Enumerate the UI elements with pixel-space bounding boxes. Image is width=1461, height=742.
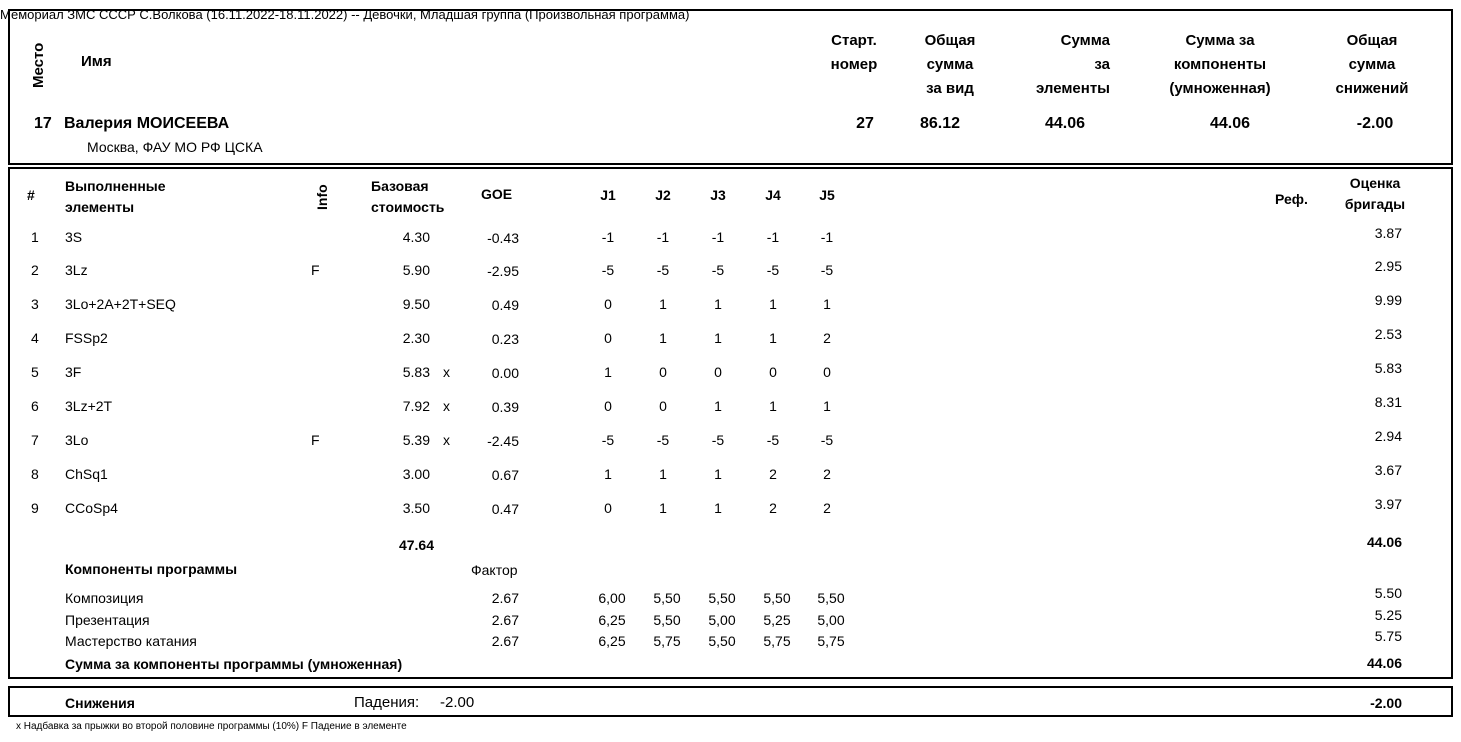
row-j3: 1 <box>714 398 722 414</box>
deductions-box <box>8 686 1453 717</box>
skater-components-score: 44.06 <box>1209 115 1251 132</box>
row-j5: 2 <box>823 330 831 346</box>
row-j1: -5 <box>601 432 615 448</box>
skater-club: Москва, ФАУ МО РФ ЦСКА <box>87 139 263 155</box>
row-j3: 1 <box>714 330 722 346</box>
component-j3: 5,00 <box>708 612 736 628</box>
row-j5: -5 <box>820 262 834 278</box>
row-j4: 2 <box>769 466 777 482</box>
skater-deductions: -2.00 <box>1356 115 1394 132</box>
row-num: 9 <box>31 500 39 516</box>
falls-label: Падения: <box>354 694 420 711</box>
row-goe: -0.43 <box>487 230 519 246</box>
row-j1: 0 <box>604 296 612 312</box>
row-score: 2.94 <box>1374 428 1402 444</box>
component-name: Композиция <box>65 590 144 606</box>
row-j4: -1 <box>766 229 780 245</box>
row-goe: -2.45 <box>487 433 519 449</box>
header-place: Место <box>30 42 47 88</box>
row-j4: -5 <box>766 262 780 278</box>
row-j4: -5 <box>766 432 780 448</box>
row-element: 3F <box>65 364 82 380</box>
row-j2: 1 <box>659 296 667 312</box>
footnote: x Надбавка за прыжки во второй половине программы (10%) F Падение в элементе <box>16 721 407 732</box>
header-name: Имя <box>81 53 112 70</box>
component-j5: 5,75 <box>817 633 845 649</box>
row-j5: 0 <box>823 364 831 380</box>
row-base: 5.39 <box>402 432 430 448</box>
deductions-total: -2.00 <box>1370 695 1402 711</box>
row-num: 2 <box>31 262 39 278</box>
row-j2: -5 <box>656 432 670 448</box>
row-score: 2.53 <box>1374 326 1402 342</box>
row-info: F <box>311 432 320 448</box>
row-j5: 2 <box>823 500 831 516</box>
row-j4: 2 <box>769 500 777 516</box>
row-num: 8 <box>31 466 39 482</box>
row-j1: 1 <box>604 364 612 380</box>
row-num: 5 <box>31 364 39 380</box>
row-j5: 1 <box>823 398 831 414</box>
row-element: FSSp2 <box>65 330 108 346</box>
header-total-score: Общая сумма за вид <box>924 32 976 97</box>
row-goe: 0.00 <box>491 365 519 381</box>
component-factor: 2.67 <box>491 612 519 628</box>
row-bonus: x <box>443 364 450 380</box>
row-base: 3.00 <box>402 466 430 482</box>
row-j2: -5 <box>656 262 670 278</box>
row-j1: 0 <box>604 398 612 414</box>
row-j1: 0 <box>604 500 612 516</box>
col-header-score: Оценка бригады <box>1344 175 1406 212</box>
row-goe: -2.95 <box>487 263 519 279</box>
row-num: 7 <box>31 432 39 448</box>
row-element: ChSq1 <box>65 466 108 482</box>
row-base: 5.83 <box>402 364 430 380</box>
row-j3: 1 <box>714 500 722 516</box>
component-score: 5.25 <box>1374 607 1402 623</box>
component-j1: 6,25 <box>598 612 626 628</box>
header-components-score: Сумма за компоненты (умноженная) <box>1169 32 1271 97</box>
row-j3: 1 <box>714 296 722 312</box>
row-base: 2.30 <box>402 330 430 346</box>
components-total-label: Сумма за компоненты программы (умноженная) <box>65 656 403 672</box>
component-j2: 5,75 <box>653 633 681 649</box>
row-num: 1 <box>31 229 39 245</box>
component-factor: 2.67 <box>491 590 519 606</box>
row-element: 3S <box>65 229 83 245</box>
row-goe: 0.49 <box>491 297 519 313</box>
row-element: 3Lo+2A+2T+SEQ <box>65 296 176 312</box>
row-goe: 0.23 <box>491 331 519 347</box>
row-j2: 0 <box>659 398 667 414</box>
row-j5: -5 <box>820 432 834 448</box>
col-header-j1: J1 <box>600 187 616 203</box>
col-header-j2: J2 <box>655 187 671 203</box>
elements-score-total: 44.06 <box>1366 534 1402 550</box>
skater-start-no: 27 <box>856 115 874 132</box>
row-j4: 1 <box>769 296 777 312</box>
row-element: CCoSp4 <box>65 500 118 516</box>
component-j1: 6,00 <box>598 590 626 606</box>
component-j2: 5,50 <box>653 590 681 606</box>
row-score: 5.83 <box>1374 360 1402 376</box>
row-base: 3.50 <box>402 500 430 516</box>
skater-name: Валерия МОИСЕЕВА <box>64 115 230 132</box>
col-header-j3: J3 <box>710 187 726 203</box>
col-header-base: Базовая стоимость <box>371 178 445 215</box>
row-j3: 1 <box>714 466 722 482</box>
row-bonus: x <box>443 398 450 414</box>
row-bonus: x <box>443 432 450 448</box>
row-score: 9.99 <box>1374 292 1402 308</box>
row-j4: 1 <box>769 330 777 346</box>
col-header-element: Выполненные элементы <box>65 178 166 215</box>
row-j3: -1 <box>711 229 725 245</box>
skater-place: 17 <box>34 115 52 132</box>
component-j1: 6,25 <box>598 633 626 649</box>
component-j4: 5,25 <box>763 612 791 628</box>
row-j1: 1 <box>604 466 612 482</box>
row-info: F <box>311 262 320 278</box>
row-score: 3.67 <box>1374 462 1402 478</box>
row-j1: -1 <box>601 229 615 245</box>
skater-elements-score: 44.06 <box>1044 115 1086 132</box>
component-factor: 2.67 <box>491 633 519 649</box>
component-j3: 5,50 <box>708 633 736 649</box>
components-title: Компоненты программы <box>65 561 238 577</box>
row-base: 5.90 <box>402 262 430 278</box>
component-j4: 5,75 <box>763 633 791 649</box>
row-j2: 0 <box>659 364 667 380</box>
row-base: 4.30 <box>402 229 430 245</box>
col-header-info: Info <box>314 184 330 210</box>
component-score: 5.75 <box>1374 628 1402 644</box>
header-deductions: Общая сумма снижений <box>1335 32 1409 97</box>
deductions-label: Снижения <box>65 695 135 711</box>
col-header-goe: GOE <box>481 186 513 202</box>
row-j1: -5 <box>601 262 615 278</box>
base-total: 47.64 <box>398 537 434 553</box>
row-num: 3 <box>31 296 39 312</box>
row-num: 4 <box>31 330 39 346</box>
component-j2: 5,50 <box>653 612 681 628</box>
col-header-num: # <box>27 187 35 203</box>
row-j3: -5 <box>711 432 725 448</box>
col-header-j4: J4 <box>765 187 781 203</box>
skater-total-score: 86.12 <box>919 115 961 132</box>
components-total: 44.06 <box>1366 655 1402 671</box>
row-score: 8.31 <box>1374 394 1402 410</box>
row-goe: 0.67 <box>491 467 519 483</box>
falls-value: -2.00 <box>440 694 475 711</box>
row-j3: 0 <box>714 364 722 380</box>
row-goe: 0.39 <box>491 399 519 415</box>
header-start-no: Старт. номер <box>830 32 878 73</box>
component-score: 5.50 <box>1374 585 1402 601</box>
row-j3: -5 <box>711 262 725 278</box>
component-name: Мастерство катания <box>65 633 197 649</box>
row-j2: 1 <box>659 466 667 482</box>
row-j4: 1 <box>769 398 777 414</box>
row-j5: 1 <box>823 296 831 312</box>
col-header-ref: Реф. <box>1275 191 1308 207</box>
row-j1: 0 <box>604 330 612 346</box>
row-score: 2.95 <box>1374 258 1402 274</box>
row-num: 6 <box>31 398 39 414</box>
component-name: Презентация <box>65 612 150 628</box>
row-element: 3Lz <box>65 262 88 278</box>
col-header-j5: J5 <box>819 187 835 203</box>
header-elements-score: Сумма за элементы <box>1035 32 1110 97</box>
factor-header: Фактор <box>471 562 518 578</box>
row-element: 3Lo <box>65 432 89 448</box>
row-j4: 0 <box>769 364 777 380</box>
component-j5: 5,00 <box>817 612 845 628</box>
component-j3: 5,50 <box>708 590 736 606</box>
row-j5: -1 <box>820 229 834 245</box>
row-goe: 0.47 <box>491 501 519 517</box>
row-element: 3Lz+2T <box>65 398 113 414</box>
row-base: 7.92 <box>402 398 430 414</box>
row-base: 9.50 <box>402 296 430 312</box>
row-j2: -1 <box>656 229 670 245</box>
event-title: Мемориал ЗМС СССР С.Волкова (16.11.2022-18.11.2022) -- Девочки, Младшая группа (Произвольная программа) <box>0 7 690 22</box>
row-j5: 2 <box>823 466 831 482</box>
row-j2: 1 <box>659 330 667 346</box>
row-score: 3.87 <box>1374 225 1402 241</box>
component-j4: 5,50 <box>763 590 791 606</box>
component-j5: 5,50 <box>817 590 845 606</box>
row-score: 3.97 <box>1374 496 1402 512</box>
row-j2: 1 <box>659 500 667 516</box>
